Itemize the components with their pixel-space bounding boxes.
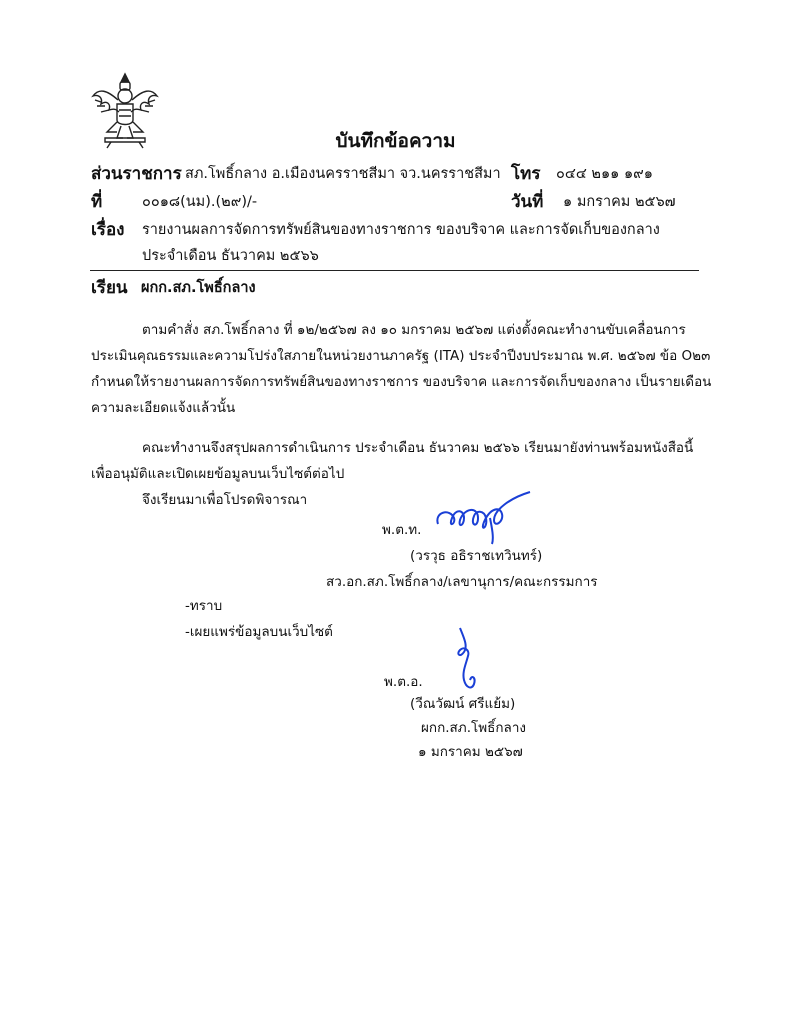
signer-1-name: (วรวุธ อธิราชเทวินทร์) <box>410 548 543 564</box>
subject-line-2: ประจำเดือน ธันวาคม ๒๕๖๖ <box>142 248 319 264</box>
paragraph-1-line-4: ความละเอียดแจ้งแล้วนั้น <box>91 400 236 416</box>
agency-label: ส่วนราชการ <box>91 164 182 184</box>
signer-1-rank: พ.ต.ท. <box>382 522 422 538</box>
signature-2-icon <box>448 624 484 694</box>
approval-note-2: -เผยแพร่ข้อมูลบนเว็บไซต์ <box>185 624 333 640</box>
signer-2-position: ผกก.สภ.โพธิ์กลาง <box>421 720 526 736</box>
to-label: เรียน <box>91 278 128 298</box>
phone-value: ๐๔๔ ๒๑๑ ๑๙๑ <box>556 166 654 182</box>
signature-1-icon <box>430 488 540 546</box>
signer-1-position: สว.อก.สภ.โพธิ์กลาง/เลขานุการ/คณะกรรมการ <box>326 574 598 590</box>
subject-line-1: รายงานผลการจัดการทรัพย์สินของทางราชการ ของบริจาค และการจัดเก็บของกลาง <box>142 222 660 238</box>
paragraph-1-line-1: ตามคำสั่ง สภ.โพธิ์กลาง ที่ ๑๒/๒๕๖๗ ลง ๑๐ มกราคม ๒๕๖๗ แต่งตั้งคณะทำงานขับเคลื่อนการ <box>142 322 686 338</box>
paragraph-2-line-1: คณะทำงานจึงสรุปผลการดำเนินการ ประจำเดือน ธันวาคม ๒๕๖๖ เรียนมายังท่านพร้อมหนังสือนี้ <box>142 440 694 456</box>
signer-2-rank: พ.ต.อ. <box>384 674 423 690</box>
ref-label: ที่ <box>91 192 103 212</box>
paragraph-2-line-2: เพื่ออนุมัติและเปิดเผยข้อมูลบนเว็บไซต์ต่อไป <box>91 466 345 482</box>
signer-2-name: (วีณวัฒน์ ศรีแย้ม) <box>410 696 516 712</box>
approval-note-1: -ทราบ <box>185 598 223 614</box>
closing-line: จึงเรียนมาเพื่อโปรดพิจารณา <box>142 492 308 508</box>
paragraph-1-line-2: ประเมินคุณธรรมและความโปร่งใสภายในหน่วยงานภาครัฐ (ITA) ประจำปีงบประมาณ พ.ศ. ๒๕๖๗ ข้อ O๒๓ <box>91 348 711 364</box>
phone-label: โทร <box>511 164 541 184</box>
memo-title: บันทึกข้อความ <box>335 130 456 152</box>
signer-2-date: ๑ มกราคม ๒๕๖๗ <box>418 744 523 760</box>
ref-value: ๐๐๑๘(นม).(๒๙)/- <box>142 194 258 210</box>
subject-label: เรื่อง <box>91 220 125 240</box>
date-label: วันที่ <box>511 192 544 212</box>
paragraph-1-line-3: กำหนดให้รายงานผลการจัดการทรัพย์สินของทางราชการ ของบริจาค และการจัดเก็บของกลาง เป็นรายเดือน <box>91 374 712 390</box>
agency-value: สภ.โพธิ์กลาง อ.เมืองนครราชสีมา จว.นครราชสีมา <box>185 166 501 182</box>
header-divider <box>90 270 699 271</box>
to-value: ผกก.สภ.โพธิ์กลาง <box>141 280 256 296</box>
date-value: ๑ มกราคม ๒๕๖๗ <box>563 194 676 210</box>
